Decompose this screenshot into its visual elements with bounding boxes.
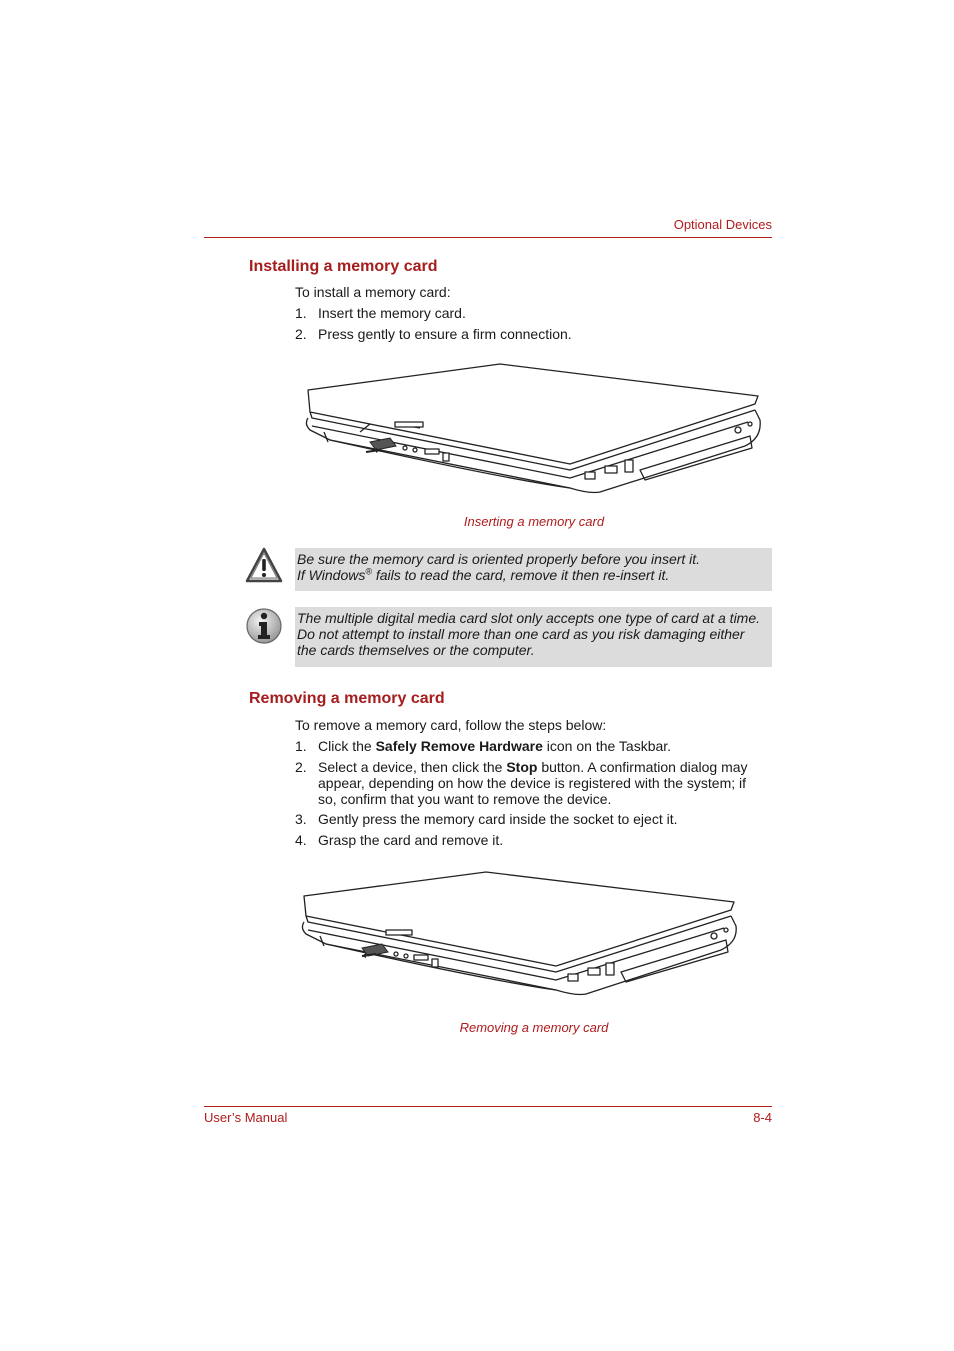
list-item	[295, 759, 765, 807]
footer-manual-title: User’s Manual	[204, 1110, 288, 1125]
info-icon	[245, 606, 283, 651]
list-item	[295, 811, 765, 827]
list-item	[295, 738, 765, 754]
running-header: Optional Devices	[673, 217, 772, 232]
list-number: 4.	[295, 832, 307, 848]
info-line-3: the cards themselves or the computer.	[297, 642, 535, 658]
info-line-1: The multiple digital media card slot only accepts one type of card at a time.	[297, 610, 761, 626]
figure-caption-inserting: Inserting a memory card	[463, 514, 605, 529]
list-text: Gently press the memory card inside the socket to eject it.	[318, 811, 678, 827]
info-note	[295, 607, 772, 667]
caution-note	[295, 548, 772, 591]
install-intro: To install a memory card:	[295, 284, 451, 300]
figure-caption-removing: Removing a memory card	[459, 1020, 609, 1035]
list-number: 1.	[295, 738, 307, 754]
footer-rule	[204, 1106, 772, 1107]
list-number: 1.	[295, 305, 307, 321]
list-number: 2.	[295, 759, 307, 775]
list-text: Insert the memory card.	[318, 305, 466, 321]
list-text: Press gently to ensure a firm connection.	[318, 326, 572, 342]
laptop-insert-card-illustration	[300, 360, 770, 500]
laptop-remove-card-illustration	[296, 866, 746, 1006]
header-rule	[204, 237, 772, 238]
list-number: 3.	[295, 811, 307, 827]
caution-line-2: If Windows® fails to read the card, remove it then re-insert it.	[297, 566, 670, 583]
list-item	[295, 326, 765, 342]
warning-triangle-icon	[245, 547, 283, 590]
list-number: 2.	[295, 326, 307, 342]
page-number: 8-4	[753, 1110, 772, 1125]
section-title-removing: Removing a memory card	[249, 690, 445, 707]
info-line-2: Do not attempt to install more than one card as you risk damaging either	[297, 626, 745, 642]
list-text: Grasp the card and remove it.	[318, 832, 504, 848]
registered-mark: ®	[365, 566, 372, 577]
caution-line-1: Be sure the memory card is oriented properly before you insert it.	[297, 551, 701, 567]
remove-intro: To remove a memory card, follow the steps below:	[295, 717, 607, 733]
list-text: Click the Safely Remove Hardware icon on the Taskbar.	[318, 738, 672, 754]
list-text: Select a device, then click the Stop button. A confirmation dialog may appear, depending on how the device is registered with the system; if so, confirm that you want to remove the device.	[318, 759, 748, 807]
list-item	[295, 305, 765, 321]
section-title-installing: Installing a memory card	[249, 258, 438, 275]
list-item	[295, 832, 765, 848]
